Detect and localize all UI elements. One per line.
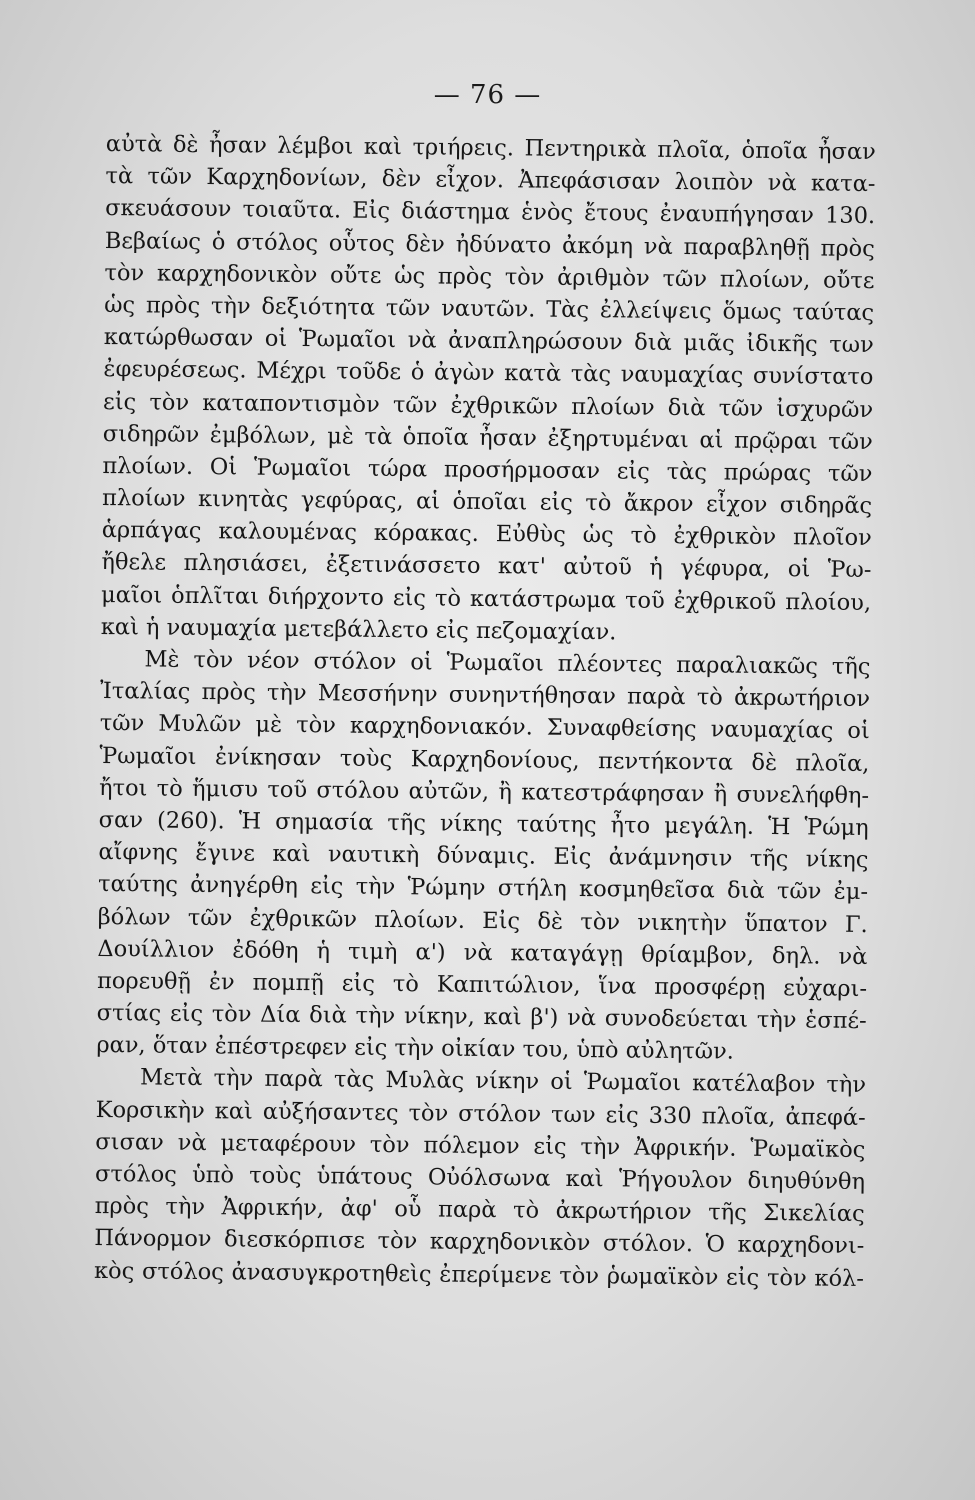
text-line: τὰ τῶν Καρχηδονίων, δὲν εἶχον. Ἀπεφάσισαν λοιπὸν νὰ κατα- — [105, 163, 876, 198]
text-line: πρὸς τὴν Ἀφρικήν, ἀφ' οὗ παρὰ τὸ ἀκρωτήριον τῆς Σικελίας — [94, 1193, 865, 1228]
text-line: πορευθῇ ἐν πομπῇ εἰς τὸ Καπιτώλιον, ἵνα προσφέρῃ εὐχαρι- — [96, 967, 868, 1002]
text-line: αὐτὰ δὲ ἦσαν λέμβοι καὶ τριήρεις. Πεντηρικὰ πλοῖα, ὁποῖα ἦσαν — [105, 130, 876, 166]
text-line: βόλων τῶν ἐχθρικῶν πλοίων. Εἰς δὲ τὸν νικητὴν ὕπατον Γ. — [97, 903, 868, 938]
text-line: τῶν Μυλῶν μὲ τὸν καρχηδονιακόν. Συναφθείσης ναυμαχίας οἱ — [99, 710, 870, 745]
text-line: πλοίων κινητὰς γεφύρας, αἱ ὁποῖαι εἰς τὸ ἄκρον εἶχον σιδηρᾶς — [101, 485, 873, 520]
text-line: Πάνορμον διεσκόρπισε τὸν καρχηδονικὸν στόλον. Ὁ καρχηδονι- — [94, 1225, 865, 1260]
text-line: ραν, ὅταν ἐπέστρεφεν εἰς τὴν οἰκίαν του, ὑπὸ αὐλητῶν. — [96, 1032, 735, 1065]
text-line: στίας εἰς τὸν Δία διὰ τὴν νίκην, καὶ β') νὰ συνοδεύεται τὴν ἑσπέ- — [96, 1000, 867, 1035]
page-number: — 76 — — [433, 80, 542, 110]
text-line: σκευάσουν τοιαῦτα. Εἰς διάστημα ἑνὸς ἔτους ἐναυπήγησαν 130. — [105, 195, 876, 230]
text-line: εἰς τὸν καταποντισμὸν τῶν ἐχθρικῶν πλοίων διὰ τῶν ἰσχυρῶν — [102, 388, 874, 423]
text-line: Βεβαίως ὁ στόλος οὗτος δὲν ἠδύνατο ἀκόμη νὰ παραβληθῇ πρὸς — [104, 227, 875, 262]
text-line: ἤτοι τὸ ἥμισυ τοῦ στόλου αὐτῶν, ἢ κατεστράφησαν ἢ συνελήφθη- — [98, 774, 870, 809]
text-line: ἤθελε πλησιάσει, ἐξετινάσσετο κατ' αὐτοῦ ἡ γέφυρα, οἱ Ῥω- — [101, 549, 872, 584]
text-line: στόλος ὑπὸ τοὺς ὑπάτους Οὐόλσωνα καὶ Ῥήγουλον διηυθύνθη — [94, 1160, 866, 1196]
text-line: Κορσικὴν καὶ αὐξήσαντες τὸν στόλον των εἰς 330 πλοῖα, ἀπεφά- — [95, 1096, 866, 1131]
text-line: ὡς πρὸς τὴν δεξιότητα τῶν ναυτῶν. Τὰς ἐλλείψεις ὅμως ταύτας — [104, 291, 875, 326]
body-text — [94, 128, 876, 1295]
text-line: μαῖοι ὁπλῖται διήρχοντο εἰς τὸ κατάστρωμα τοῦ ἐχθρικοῦ πλοίου, — [100, 581, 872, 616]
text-line: Μὲ τὸν νέον στόλον οἱ Ῥωμαῖοι πλέοντες παραλιακῶς τῆς — [144, 646, 871, 681]
text-line: σιδηρῶν ἐμβόλων, μὲ τὰ ὁποῖα ἦσαν ἐξηρτυμέναι αἱ πρῷραι τῶν — [102, 420, 873, 455]
text-line: σισαν νὰ μεταφέρουν τὸν πόλεμον εἰς τὴν Ἀφρικήν. Ῥωμαϊκὸς — [95, 1128, 866, 1163]
text-line: ἁρπάγας καλουμένας κόρακας. Εὐθὺς ὡς τὸ ἐχθρικὸν πλοῖον — [101, 517, 872, 552]
text-line: Μετὰ τὴν παρὰ τὰς Μυλὰς νίκην οἱ Ῥωμαῖοι κατέλαβον τὴν — [139, 1064, 867, 1099]
text-line: πλοίων. Οἱ Ῥωμαῖοι τώρα προσήρμοσαν εἰς τὰς πρώρας τῶν — [102, 452, 873, 487]
text-line: κατώρθωσαν οἱ Ῥωμαῖοι νὰ ἀναπληρώσουν διὰ μιᾶς ἰδικῆς των — [103, 324, 874, 359]
text-line: ἐφευρέσεως. Μέχρι τοῦδε ὁ ἀγὼν κατὰ τὰς ναυμαχίας συνίστατο — [103, 356, 874, 391]
text-line: Ῥωμαῖοι ἐνίκησαν τοὺς Καρχηδονίους, πεντήκοντα δὲ πλοῖα, — [99, 742, 870, 777]
text-line: αἴφνης ἔγινε καὶ ναυτικὴ δύναμις. Εἰς ἀνάμνησιν τῆς νίκης — [98, 839, 869, 874]
text-line: κὸς στόλος ἀνασυγκροτηθεὶς ἐπερίμενε τὸν ῥωμαϊκὸν εἰς τὸν κόλ- — [93, 1257, 865, 1292]
text-line: καὶ ἡ ναυμαχία μετεβάλλετο εἰς πεζομαχίαν. — [100, 613, 617, 646]
text-line: Ἰταλίας πρὸς τὴν Μεσσήνην συνηντήθησαν παρὰ τὸ ἀκρωτήριον — [99, 678, 871, 713]
text-line: τὸν καρχηδονικὸν οὔτε ὡς πρὸς τὸν ἀριθμὸν τῶν πλοίων, οὔτε — [104, 259, 875, 294]
text-line: Δουίλλιον ἐδόθη ἡ τιμὴ α') νὰ καταγάγῃ θρίαμβον, δηλ. νὰ — [97, 935, 868, 970]
text-line: ταύτης ἀνηγέρθη εἰς τὴν Ῥώμην στήλη κοσμηθεῖσα διὰ τῶν ἐμ- — [97, 871, 869, 906]
text-line: σαν (260). Ἡ σημασία τῆς νίκης ταύτης ἦτο μεγάλη. Ἡ Ῥώμη — [98, 806, 869, 841]
